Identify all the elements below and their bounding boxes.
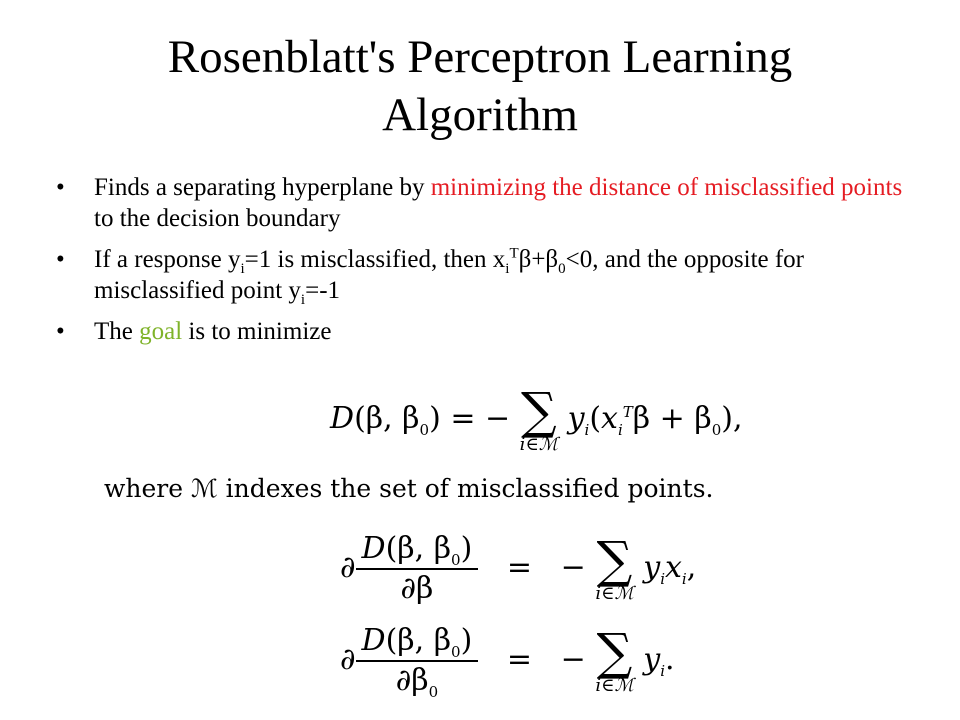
summation: ∑ i∈ℳ	[595, 531, 634, 604]
objective-equation: D(β, $\beta_0$) = − ∑ i∈ℳ $y_i(x_i^T\beta + \beta_0)$,	[330, 382, 743, 455]
bullet-text: Finds a separating hyperplane by	[94, 174, 431, 201]
bullet-text: If a response y	[94, 246, 241, 273]
bullet-text: =1 is misclassified, then x	[244, 246, 506, 273]
bullet-text: β+β	[518, 246, 559, 273]
highlight-red-text: minimizing the distance of misclassified points	[430, 174, 903, 201]
superscript: T	[509, 245, 519, 262]
bullet-text: to the decision boundary	[94, 205, 341, 232]
subscript: i	[240, 261, 245, 277]
gradient-beta-equation: ∂ $\frac{D(\beta, \beta_0)}{\partial\beta}$ = − ∑ i∈ℳ $y_ix_i$,	[340, 531, 697, 606]
slide-title: Rosenblatt's Perceptron Learning Algorithm	[167, 31, 793, 141]
bullet-list	[56, 172, 916, 357]
bullet-dot: •	[56, 174, 65, 201]
bullet-text: =-1	[305, 277, 341, 304]
bullet-dot: •	[56, 318, 65, 345]
bullet-dot: •	[56, 246, 65, 273]
bullet-item-1	[56, 172, 916, 234]
highlight-green-text: goal	[139, 318, 183, 345]
subscript: i	[505, 261, 510, 277]
bullet-item-3	[56, 316, 916, 347]
summation: ∑ i∈ℳ	[519, 382, 559, 455]
bullet-text: <0, and the opposite for misclassified point y	[94, 246, 805, 304]
bullet-text: is to minimize	[182, 318, 332, 345]
bullet-text: The	[94, 318, 140, 345]
subscript: 0	[558, 261, 566, 277]
where-line: where ℳ indexes the set of misclassified points.	[104, 474, 714, 503]
summation: ∑ i∈ℳ	[595, 623, 634, 696]
bullet-item-2	[56, 244, 916, 306]
gradient-beta0-equation: ∂ $\frac{D(\beta, \beta_0)}{\partial\beta_0}$ = − ∑ i∈ℳ $y_i$.	[340, 623, 675, 701]
subscript: i	[300, 292, 306, 308]
